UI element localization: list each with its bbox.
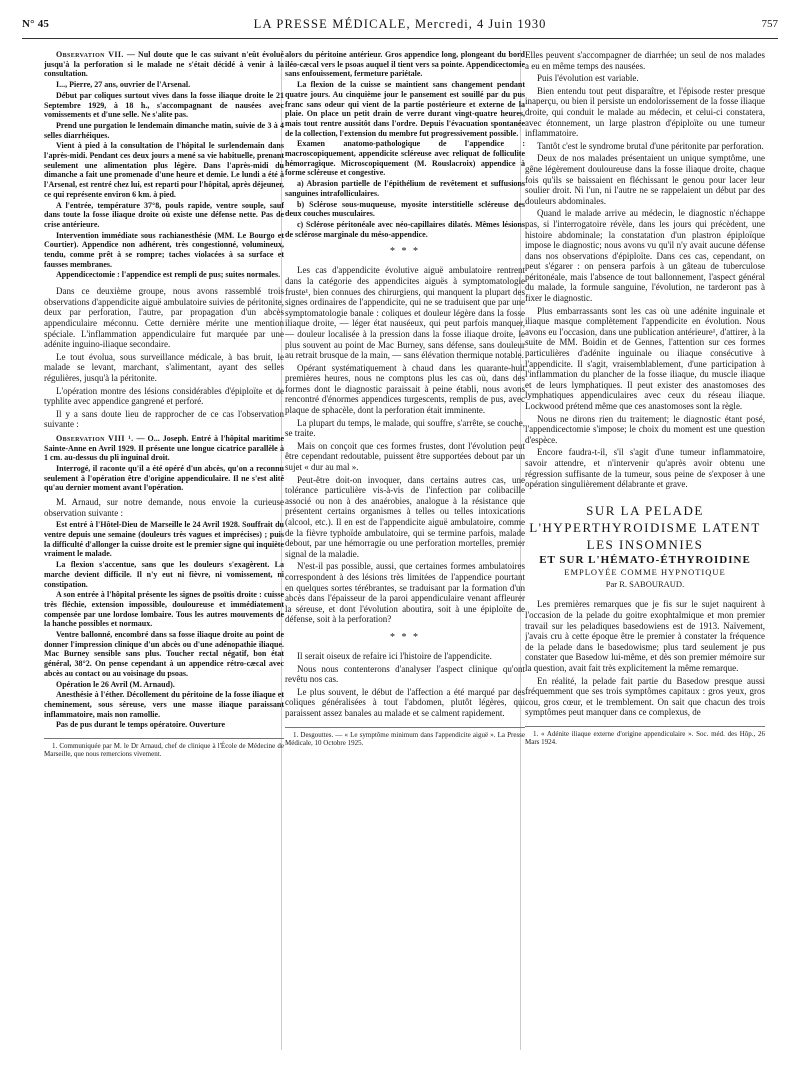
section-separator: * * * bbox=[390, 246, 420, 258]
paragraph: Vient à pied à la consultation de l'hôpital le surlendemain dans l'après-midi. Pendant ces deux jours a mené sa vie habituelle, prenant seulement une alimentation plus légère. Dans l'après-midi du dimanche a fait une promenade d'une heure et demie. Le lundi a été à l'Arsenal, est rentré chez lui, est reparti pour l'hôpital, après déjeuner, ce qui représente environ 6 km. à pied. bbox=[44, 141, 284, 199]
article-title bbox=[525, 502, 765, 590]
paragraph: Interrogé, il raconte qu'il a été opéré d'un abcès, qu'on a reconnu seulement à l'opération être d'origine appendiculaire. Il ne s'est alité qu'au dernier moment avant l'opération. bbox=[44, 464, 284, 493]
paragraph: Bien entendu tout peut disparaître, et l'épisode rester presque inaperçu, ou bien il persiste un endolorissement de la fosse iliaque droite, qui conduit le malade au médecin, et celui-ci constatera, avec étonnement, un large plastron d'épiploïte ou une tumeur inflammatoire. bbox=[525, 85, 765, 139]
section-separator: * * * bbox=[390, 631, 420, 643]
footnotes bbox=[285, 727, 525, 748]
title-line: SUR LA PELADE bbox=[586, 502, 704, 518]
paragraph: Prend une purgation le lendemain dimanche matin, suivie de 3 à 4 selles diarrhéiques. bbox=[44, 120, 284, 140]
paragraph: Début par coliques surtout vives dans la fosse iliaque droite le 21 Septembre 1929, à 18 h., s'accompagnant de nausées avec vomissements et d'une selle. Ne s'alite pas. bbox=[44, 90, 284, 120]
title-line: LES INSOMNIES bbox=[586, 536, 704, 552]
footnote: 1. Communiquée par M. le Dr Arnaud, chef de clinique à l'École de Médecine de Marseille, que nous remercions vivement. bbox=[44, 742, 284, 759]
paragraph: L'opération montre des lésions considérables d'épiploïte et de typhlite avec appendice gangrené et perforé. bbox=[44, 385, 284, 407]
footnote: 1. Desgouttes. — « Le symptôme minimum dans l'appendicite aiguë ». La Presse Médicale, 10 Octobre 1925. bbox=[285, 730, 525, 747]
page-number: 757 bbox=[761, 18, 778, 30]
paragraph: Plus embarrassants sont les cas où une adénite inguinale et iliaque masque complètement l'appendicite en évolution. Nous avons eu l'occasion, dans une publication antérieure¹, d'attirer, à la suite de MM. Boidin et de Gennes, l'attention sur ces formes particulières d'adénite inguinale ou iliaque consécutive à l'appendicite. Il s'agit, vraisemblablement, d'une participation à l'inflammation du plancher de la fosse iliaque, du muscle iliaque et de leurs lymphatiques. Il peut exister des anastomoses des lymphatiques appendiculaires avec ceux du réseau iliaque. Lockwood prétend même que ces anastomoses sont la règle. bbox=[525, 305, 765, 411]
footnotes bbox=[525, 726, 765, 747]
paragraph: Il serait oiseux de refaire ici l'histoire de l'appendicite. bbox=[297, 650, 492, 661]
footnotes bbox=[44, 738, 284, 759]
paragraph: Il y a sans doute lieu de rapprocher de ce cas l'observation suivante : bbox=[44, 408, 284, 430]
issue-number: N° 45 bbox=[22, 18, 50, 30]
observation-label: Observation VIII ¹. bbox=[56, 433, 134, 443]
paragraph: M. Arnaud, sur notre demande, nous envoie la curieuse observation suivante : bbox=[44, 497, 284, 518]
paragraph: Tantôt c'est le syndrome brutal d'une péritonite par perforation. bbox=[537, 140, 764, 151]
paragraph: Opération le 26 Avril (M. Arnaud). bbox=[56, 679, 175, 689]
paragraph: Dans ce deuxième groupe, nous avons rassemblé trois observations d'appendicite aiguë ambulatoire suivies de péritonite, deux par perforation, l'autre, par propagation d'un abcès appendiculaire méconnu. Cette dernière mérite une mention spéciale. L'inflammation appendiculaire fut marquée par une adénite inguino-iliaque secondaire. bbox=[44, 286, 284, 350]
paragraph: La flexion s'accentue, sans que les douleurs s'exagèrent. La marche devient difficile. Il n'y eut ni fièvre, ni vomissement, ni constipation. bbox=[44, 560, 284, 589]
paragraph: A l'entrée, température 37°8, pouls rapide, ventre souple, sauf dans toute la fosse iliaque droite où existe une défense nette. Pas de crise antérieure. bbox=[44, 200, 284, 229]
paragraph: Pas de pus durant le temps opératoire. Ouverture bbox=[56, 720, 226, 730]
paragraph: Quand le malade arrive au médecin, le diagnostic n'échappe pas, si l'interrogatoire révèle, dans les jours qui précèdent, une histoire abdominale; la constatation d'un plastron épiploïque impose le diagnostic; nous avons vu qu'il n'y avait aucune défense dans nos observations d'épiploïte. Dans ces cas, cependant, on peut s'égarer : on pensera parfois à un gâteau de tuberculose péritonéale, mais l'absence de tout ballonnement, l'aspect général du malade, la formule sanguine, l'évolution, ne tarderont pas à fixer le diagnostic. bbox=[525, 208, 765, 304]
paragraph: a) Abrasion partielle de l'épithélium de revêtement et suffusions sanguines intrafolliculaires. bbox=[285, 179, 525, 198]
running-title bbox=[22, 17, 778, 32]
paragraph: Anesthésie à l'éther. Décollement du péritoine de la fosse iliaque et cheminement, sous séreuse, vers une masse iliaque paraissant inflammatoire, mais non ramollie. bbox=[44, 690, 284, 719]
paragraph: Encore faudra-t-il, s'il s'agit d'une tumeur inflammatoire, savoir attendre, et n'intervenir qu'après avoir obtenu une régression suffisante de la tumeur, sous peine de s'exposer à une opération singulièrement délabrante et grave. bbox=[525, 447, 765, 490]
paragraph: Nous ne dirons rien du traitement; le diagnostic étant posé, l'appendicectomie s'impose; le choix du moment est une question d'espèce. bbox=[525, 413, 765, 445]
paragraph: En réalité, la pelade fait partie du Basedow presque aussi fréquemment que ses trois symptômes capitaux : gros yeux, gros cou, gros cœur, et le tremblement. On sait que chacun des trois symptômes peut manquer dans ce complexus, de bbox=[525, 675, 765, 718]
paragraph: La flexion de la cuisse se maintient sans changement pendant quatre jours. Au cinquième jour le pansement est souillé par du pus franc sans odeur qui vient de la partie postérieure et externe de la plaie. On place un petit drain de verre durant vingt-quatre heures, mais tout rentre aussitôt dans l'ordre. Depuis l'évacuation spontanée de la collection, l'extension du membre fut progressivement possible. bbox=[285, 80, 525, 138]
paragraph: Mais on conçoit que ces formes frustes, dont l'évolution peut être cependant redoutable, puissent être supportées debout par un sujet « dur au mal ». bbox=[285, 440, 525, 473]
article-author: Par R. SABOURAUD. bbox=[605, 578, 685, 589]
paragraph: A son entrée à l'hôpital présente les signes de psoïtis droite : cuisse très fléchie, extension impossible, douloureuse et immédiatement compensée par une lordose lombaire. Tous les autres mouvements de la hanche possibles et normaux. bbox=[44, 590, 284, 629]
paragraph: Le tout évolua, sous surveillance médicale, à bas bruit, le malade se levant, marchant, s'alimentant, ayant des selles régulières, jusqu'à la péritonite. bbox=[44, 351, 284, 383]
paragraph: Examen anatomo-pathologique de l'appendice : macroscopiquement, appendicite scléreuse avec reliquat de folliculite hémorragique. Microscopiquement (M. Rouslacroix) appendice à forme scléreuse et congestive. bbox=[285, 139, 525, 178]
footnote: 1. « Adénite iliaque externe d'origine appendiculaire ». Soc. méd. des Hôp., 26 Mars 1924. bbox=[525, 729, 765, 747]
paragraph: Les cas d'appendicite évolutive aiguë ambulatoire rentrent dans la catégorie des appendicites aiguës à symptomatologie fruste¹, bien connues des chirurgiens, qui manquent la plupart des signes ordinaires de l'appendicite, qui ne se traduisent que par une symptomatologie banale : coliques et douleur légère dans la fosse iliaque droite, — léger état nauséeux, qui peut parfois manquer, — douleur localisée à la pression dans la fosse iliaque droite, le plus souvent au point de Mac Burney, sans défense, sans douleur au retrait brusque de la main, — sans élévation thermique notable. bbox=[285, 265, 525, 361]
paragraph: Les premières remarques que je fis sur le sujet naquirent à l'occasion de la pelade du goitre exophtalmique et mon premier travail sur les peladiques basedowiens est de 1913. Naïvement, j'avais cru à cette époque être le premier à constater la fréquence de la pelade dans le basedowisme; plus tard seulement je pus constater que Basedow lui-même, et dès son premier mémoire sur la question, avait fait très explicitement la même remarque. bbox=[525, 599, 765, 674]
observation-text: — O... Joseph. Entré à l'hôpital maritime Sainte-Anne en Avril 1929. Il présente une longue cicatrice parallèle à 1 cm. au-dessus du pli inguinal droit. bbox=[44, 433, 284, 463]
journal-name: LA PRESSE MÉDICALE, bbox=[253, 17, 411, 31]
paragraph: La plupart du temps, le malade, qui souffre, s'arrête, se couche, se traite. bbox=[285, 417, 525, 439]
paragraph: Peut-être doit-on invoquer, dans certains autres cas, une tolérance particulière vis-à-vis de l'infection par colibacille associé ou non à des anaérobies, analogue à la résistance que présentent certains organismes à telles ou telles intoxications (alcool, etc.). Il en est de l'appendicite aiguë ambulatoire, comme de la fièvre typhoïde ambulatoire, qui se termine parfois, malade debout, par une hémorragie ou une perforation mortelles, premier signal de la maladie. bbox=[285, 474, 525, 559]
page-header bbox=[22, 16, 778, 38]
paragraph: Le plus souvent, le début de l'affection a été marqué par des coliques généralisées à tout l'abdomen, plutôt légères, qui paraissent assez banales au malade et se calment rapidement. bbox=[285, 686, 525, 718]
title-line: EMPLOYÉE COMME HYPNOTIQUE bbox=[564, 566, 726, 577]
paragraph: Opérant systématiquement à chaud dans les quarante-huit premières heures, nous ne comptons plus les cas où, dans des formes dont le diagnostic paraissait à peine établi, nous avons rencontré d'énormes appendices turgescents, remplis de pus, avec plaque de sphacèle, dont la perforation était imminente. bbox=[285, 362, 525, 416]
observation-text: — Nul doute que le cas suivant n'eût évolué jusqu'à la perforation si le malade ne s'était décidé à venir à la consultation. bbox=[44, 50, 284, 79]
observation-label: Observation VII. bbox=[56, 50, 124, 59]
observation-paragraph bbox=[44, 434, 284, 463]
paragraph: N'est-il pas possible, aussi, que certaines formes ambulatoires correspondent à des lésions très limitées de l'appendice pourtant en quelques sortes térébrantes, se traduisant par la formation d'un abcès dans l'épaisseur de la paroi appendiculaire venant affleurer la séreuse, et dont l'évolution aboutira, soit à une épiploïte de défense, soit à la perforation? bbox=[285, 561, 525, 625]
paragraph: Est entré à l'Hôtel-Dieu de Marseille le 24 Avril 1928. Souffrait du ventre depuis une semaine (douleurs très vagues et imprécises) ; puis la difficulté d'allonger la cuisse droite est le premier signe qui inquiète vraiment le malade. bbox=[44, 520, 284, 559]
column-right bbox=[525, 50, 765, 1070]
paragraph: Nous nous contenterons d'analyser l'aspect clinique qu'ont revêtu nos cas. bbox=[285, 663, 525, 685]
paragraph: c) Sclérose péritonéale avec néo-capillaires dilatés. Mêmes lésions de sclérose marginale du méso-appendice. bbox=[285, 219, 525, 239]
column-left bbox=[44, 50, 284, 1070]
paragraph: Deux de nos malades présentaient un unique symptôme, une gêne légèrement douloureuse dans la fosse iliaque droite, chaque fois qu'ils se baissaient en fléchissant le genou pour lacer leur soulier droit. Ni l'un, ni l'autre ne se rappelaient un début par des douleurs abdominales. bbox=[525, 153, 765, 206]
column-middle bbox=[285, 50, 525, 1070]
paragraph: b) Sclérose sous-muqueuse, myosite interstitielle scléreuse des deux couches musculaires. bbox=[285, 199, 525, 219]
paragraph: Puis l'évolution est variable. bbox=[537, 73, 639, 84]
paragraph: I..., Pierre, 27 ans, ouvrier de l'Arsenal. bbox=[56, 80, 191, 90]
observation-paragraph bbox=[44, 50, 284, 79]
paragraph: Ventre ballonné, encombré dans sa fosse iliaque droite au point de donner l'impression clinique d'un abcès ou d'une adénopathie iliaque. Mac Burney sensible sans plus. Toucher rectal négatif, bon état général, 38°2. On pense cependant à un appendice rétro-cæcal avec abcès au contact ou au voisinage du psoas. bbox=[44, 630, 284, 678]
paragraph: alors du péritoine antérieur. Gros appendice long, plongeant du bord iléo-cæcal vers le psoas auquel il tient vers sa pointe. Appendicectomie sans enfouissement, fermeture pariétale. bbox=[285, 50, 525, 79]
paragraph: Intervention immédiate sous rachianesthésie (MM. Le Bourgo et Courtier). Appendice non adhérent, très congestionné, volumineux, tendu, comme prêt à se rompre; taches violacées à sa surface et fausses membranes. bbox=[44, 230, 284, 269]
title-line: ET SUR L'HÉMATO-ÉTHYROIDINE bbox=[539, 553, 751, 566]
title-line: L'HYPERTHYROIDISME LATENT bbox=[529, 519, 761, 535]
issue-date: Mercredi, 4 Juin 1930 bbox=[414, 17, 547, 31]
paragraph: Elles peuvent s'accompagner de diarrhée; un seul de nos malades a eu en même temps des nausées. bbox=[525, 50, 765, 71]
header-rule bbox=[22, 38, 778, 39]
paragraph: Appendicectomie : l'appendice est rempli de pus; suites normales. bbox=[56, 270, 281, 280]
